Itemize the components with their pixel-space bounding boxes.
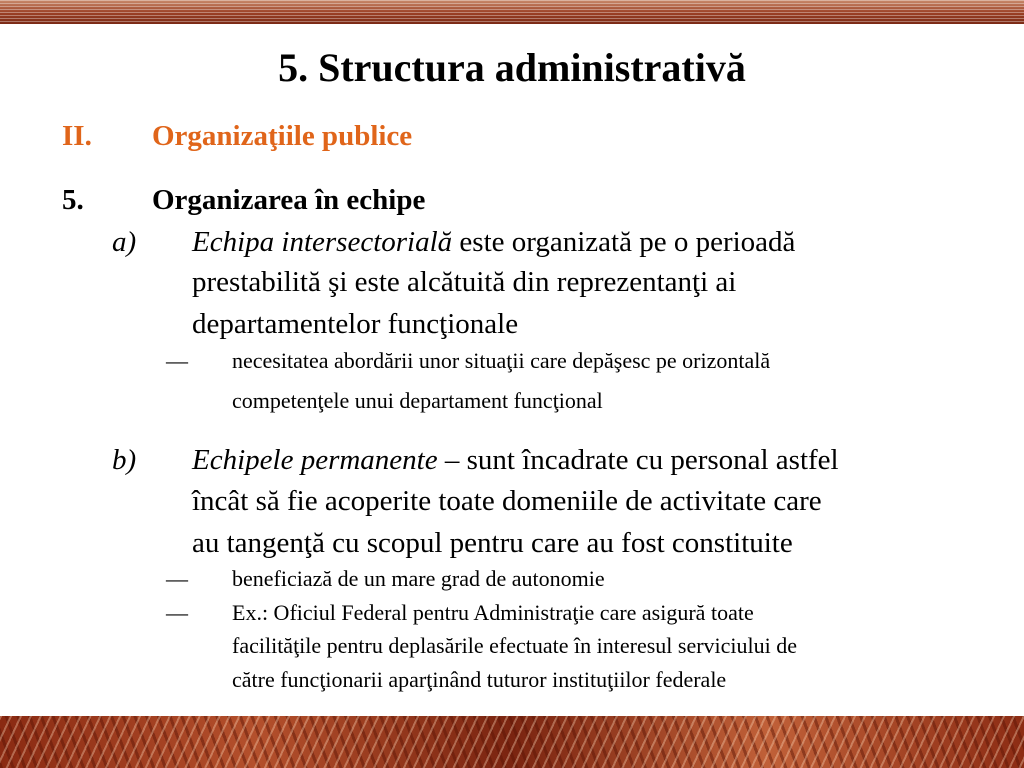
section-marker: II.	[62, 120, 92, 152]
item-a-bullet-dash: ―	[166, 348, 188, 373]
item-a-bullet-line1: necesitatea abordării unor situaţii care depăşesc pe orizontală	[232, 348, 771, 373]
item-b-bullet1-dash: ―	[166, 566, 188, 591]
item-b-bullet1-line1: beneficiază de un mare grad de autonomie	[232, 566, 605, 591]
item-b-bullet2-line2: facilităţile pentru deplasările efectuate în interesul serviciului de	[232, 633, 798, 658]
item-a-line3: departamentelor funcţionale	[192, 308, 519, 340]
item-b-line3: au tangenţă cu scopul pentru care au fost constituite	[192, 527, 793, 559]
subsection-marker: 5.	[62, 184, 84, 216]
item-a-term: Echipa intersectorială	[192, 226, 453, 258]
item-b-bullet2-line1: Ex.: Oficiul Federal pentru Administraţie care asigură toate	[232, 600, 754, 625]
item-b-bullet2-line3: către funcţionarii aparţinând tuturor instituţiilor federale	[232, 667, 727, 692]
section-heading: Organizaţiile publice	[152, 120, 413, 152]
item-b-term: Echipele permanente	[192, 444, 438, 476]
item-b-marker: b)	[112, 444, 137, 476]
item-b-line1-rest: – sunt încadrate cu personal astfel	[437, 444, 839, 476]
slide-title: 5. Structura administrativă	[278, 45, 746, 90]
item-b-bullet2-dash: ―	[166, 600, 188, 625]
item-a-marker: a)	[112, 226, 137, 258]
item-a-line1	[192, 222, 795, 262]
top-decorative-bar	[0, 0, 1024, 24]
item-b-line1	[192, 440, 839, 480]
subsection-heading: Organizarea în echipe	[152, 184, 426, 216]
item-a-line2: prestabilită şi este alcătuită din reprezentanţi ai	[192, 266, 737, 298]
item-a-line1-rest: este organizată pe o perioadă	[452, 226, 796, 258]
bottom-decorative-bar	[0, 716, 1024, 768]
item-b-line2: încât să fie acoperite toate domeniile de activitate care	[192, 485, 822, 517]
item-a-bullet-line2: competenţele unui departament funcţional	[232, 388, 603, 413]
